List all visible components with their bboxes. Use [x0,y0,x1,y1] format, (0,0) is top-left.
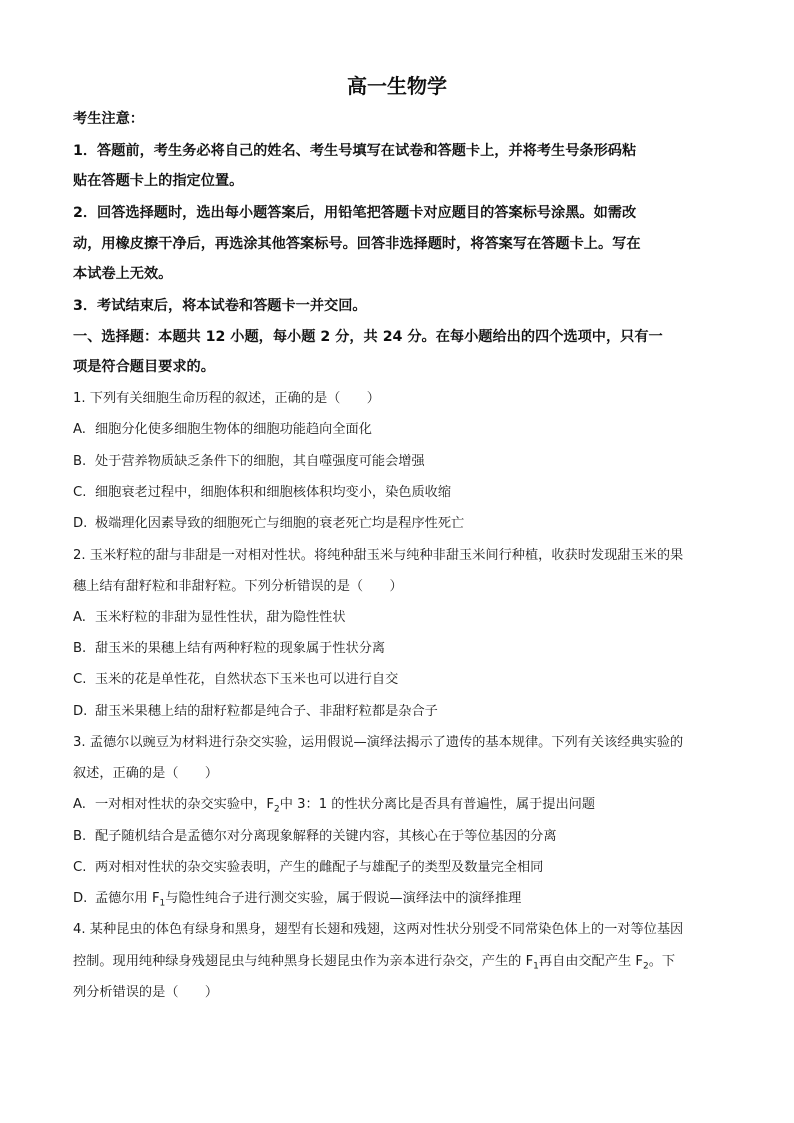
question-3-option-b: B. 配子随机结合是孟德尔对分离现象解释的关键内容，其核心在于等位基因的分离 [73,829,557,844]
section-heading: 一、选择题：本题共 12 小题，每小题 2 分，共 24 分。在每小题给出的四个选项中，只有一 [73,329,663,345]
notice-heading: 考生注意： [73,111,144,127]
page-title: 高一生物学 [347,74,447,98]
question-1-option-b: B. 处于营养物质缺乏条件下的细胞，其自噬强度可能会增强 [73,454,425,469]
question-3-option-d: D. 孟德尔用 $F_1$与隐性纯合子进行测交实验，属于假说—演绎法中的演绎推理 [73,891,522,909]
question-4-stem-cont2: 列分析错误的是（ ） [73,985,219,1000]
notice-item-3: 3．考试结束后，将本试卷和答题卡一并交回。 [73,298,367,314]
question-2-option-d: D. 甜玉米果穗上结的甜籽粒都是纯合子、非甜籽粒都是杂合子 [73,704,438,719]
notice-item-2-cont: 动，用橡皮擦干净后，再选涂其他答案标号。回答非选择题时，将答案写在答题卡上。写在 [73,236,641,252]
question-1-option-a: A. 细胞分化使多细胞生物体的细胞功能趋向全面化 [73,422,372,437]
notice-item-2: 2．回答选择题时，选出每小题答案后，用铅笔把答题卡对应题目的答案标号涂黑。如需改 [73,205,637,221]
question-1-option-d: D. 极端理化因素导致的细胞死亡与细胞的衰老死亡均是程序性死亡 [73,516,465,531]
question-3-stem-cont: 叙述，正确的是（ ） [73,766,219,781]
question-2-option-c: C. 玉米的花是单性花，自然状态下玉米也可以进行自交 [73,672,399,687]
question-4-stem-cont: 控制。现用纯种绿身残翅昆虫与纯种黑身长翅昆虫作为亲本进行杂交，产生的 $F_1$再自由交配产生 $F_2$。下 [73,954,676,972]
question-3-stem: 3. 孟德尔以豌豆为材料进行杂交实验，运用假说—演绎法揭示了遗传的基本规律。下列有关该经典实验的 [73,735,684,750]
notice-item-1: 1．答题前，考生务必将自己的姓名、考生号填写在试卷和答题卡上，并将考生号条形码粘 [73,143,637,159]
section-heading-cont: 项是符合题目要求的。 [73,359,215,375]
question-2-option-b: B. 甜玉米的果穗上结有两种籽粒的现象属于性状分离 [73,641,386,656]
notice-item-2-cont2: 本试卷上无效。 [73,266,173,282]
question-3-option-c: C. 两对相对性状的杂交实验表明，产生的雌配子与雄配子的类型及数量完全相同 [73,860,544,875]
question-3-option-a: A. 一对相对性状的杂交实验中，$F_2$中 3：1 的性状分离比是否具有普遍性，属于提出问题 [73,797,596,815]
question-4-stem: 4. 某种昆虫的体色有绿身和黑身，翅型有长翅和残翅，这两对性状分别受不同常染色体上的一对等位基因 [73,922,684,937]
notice-item-1-cont: 贴在答题卡上的指定位置。 [73,173,244,189]
question-1-option-c: C. 细胞衰老过程中，细胞体积和细胞核体积均变小，染色质收缩 [73,485,452,500]
question-2-stem: 2. 玉米籽粒的甜与非甜是一对相对性状。将纯种甜玉米与纯种非甜玉米间行种植，收获时发现甜玉米的果 [73,548,684,563]
question-2-option-a: A. 玉米籽粒的非甜为显性性状，甜为隐性性状 [73,610,346,625]
question-1-stem: 1. 下列有关细胞生命历程的叙述，正确的是（ ） [73,391,380,406]
question-2-stem-cont: 穗上结有甜籽粒和非甜籽粒。下列分析错误的是（ ） [73,579,403,594]
